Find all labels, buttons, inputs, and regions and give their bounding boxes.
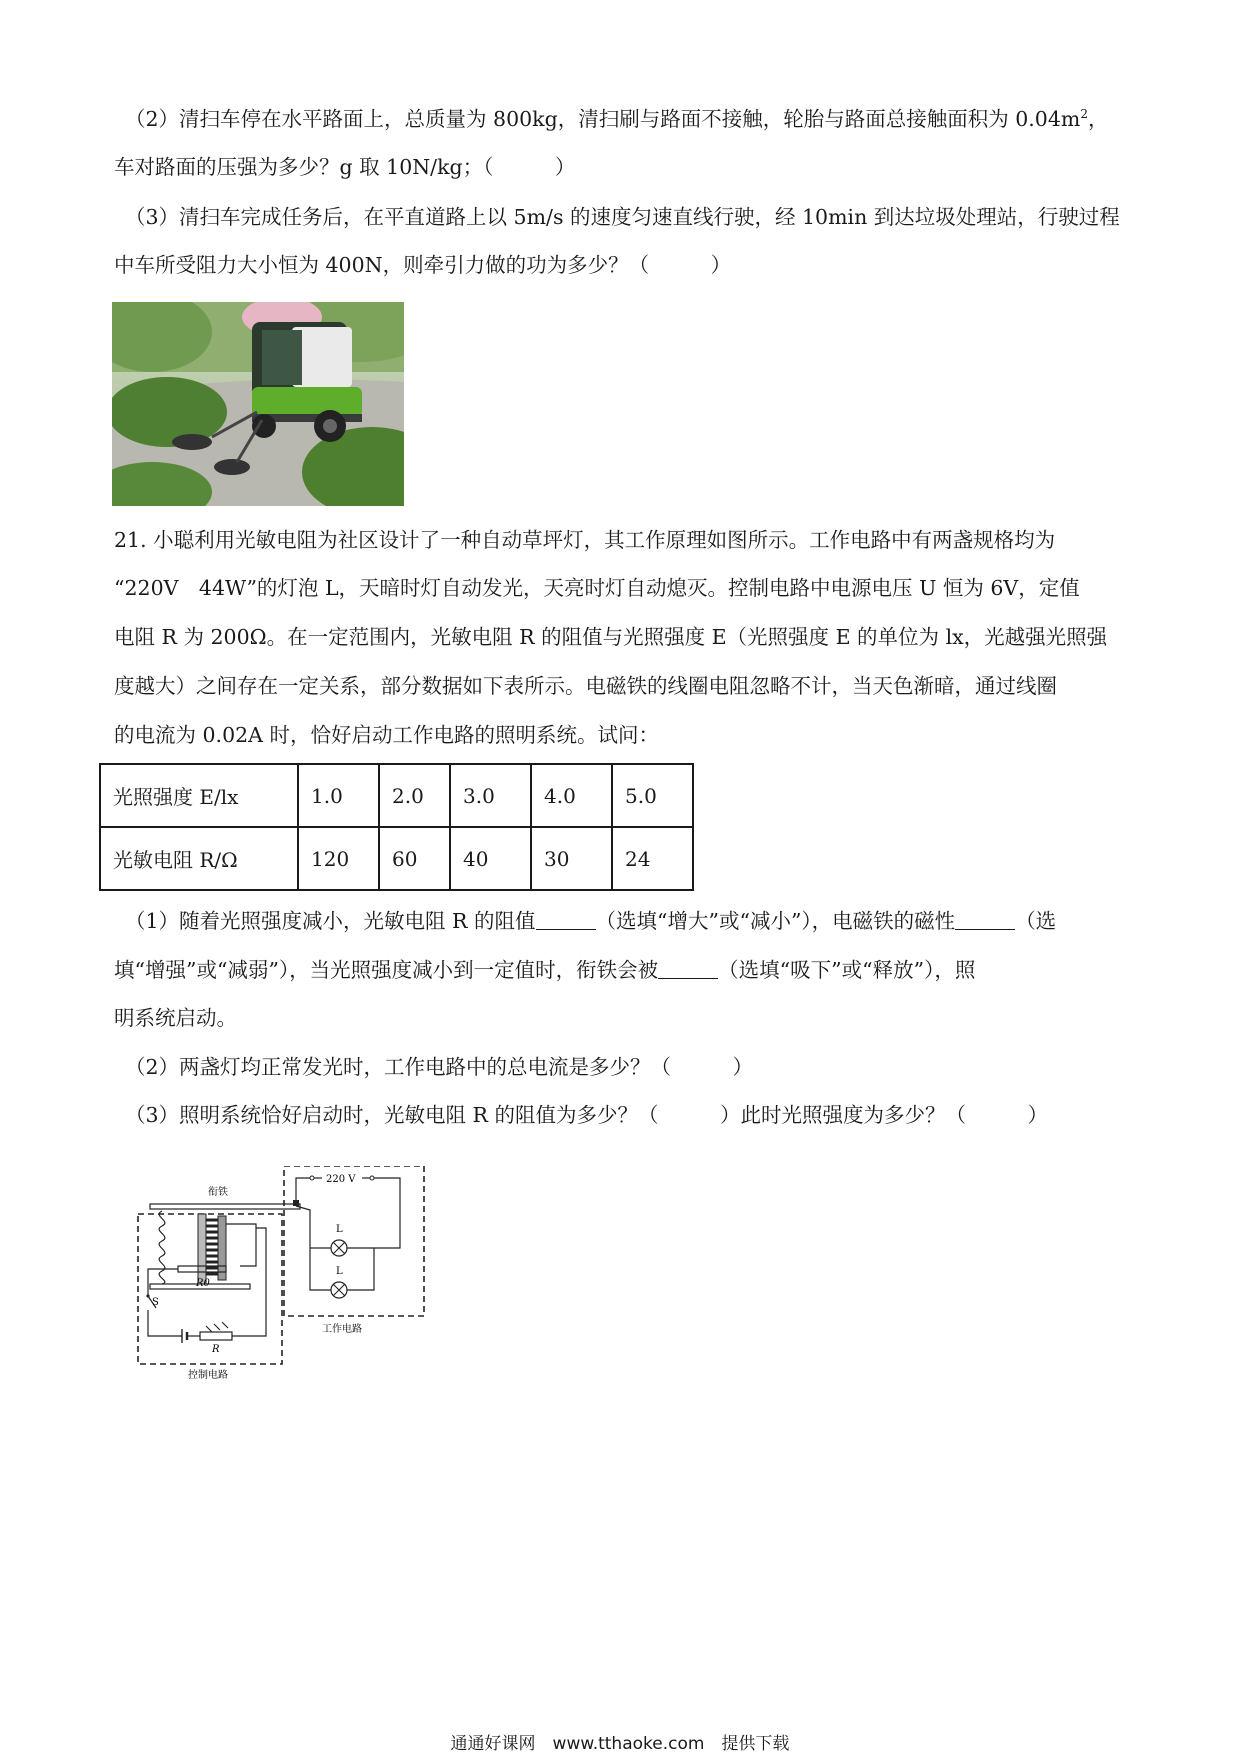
lamp1-label: L [336, 1224, 343, 1235]
table-cell: 1.0 [298, 764, 379, 827]
table-row [100, 764, 693, 827]
r-label: R [212, 1344, 220, 1355]
question-21-line5: 的电流为 0.02A 时，恰好启动工作电路的照明系统。试问： [114, 723, 659, 747]
lamp2-label: L [336, 1266, 343, 1277]
table-cell: 2.0 [379, 764, 450, 827]
question-21-sub2: （2）两盏灯均正常发光时，工作电路中的总电流是多少？（ ） [125, 1055, 754, 1079]
question-21-line1: 21. 小聪利用光敏电阻为社区设计了一种自动草坪灯，其工作原理如图所示。工作电路中有两盏规格均为 [114, 528, 1056, 552]
question-21-sub1-line2: 填“增强”或“减弱”），当光照强度减小到一定值时，衔铁会被 （选填“吸下”或“释放”），照 [114, 958, 976, 982]
question-21-sub1-line1: （1）随着光照强度减小，光敏电阻 R 的阻值 （选填“增大”或“减小”），电磁铁的磁性 （选 [125, 909, 1057, 933]
question-21-line2: “220V 44W”的灯泡 L，天暗时灯自动发光，天亮时灯自动熄灭。控制电路中电源电压 U 恒为 6V，定值 [114, 576, 1080, 600]
table-row [100, 827, 693, 890]
table-cell: 40 [450, 827, 531, 890]
answer-blank[interactable] [955, 909, 1015, 930]
armature [150, 1204, 300, 1209]
control-wire [232, 1228, 266, 1336]
table-cell: 60 [379, 827, 450, 890]
table-cell: 120 [298, 827, 379, 890]
question-21-sub1-line3: 明系统启动。 [114, 1006, 237, 1030]
table-cell: 30 [531, 827, 612, 890]
light-resistance-table [99, 763, 694, 891]
photoresistor [200, 1332, 232, 1340]
electromagnet-core [198, 1214, 206, 1284]
question-21-line3: 电阻 R 为 200Ω。在一定范围内，光敏电阻 R 的阻值与光照强度 E（光照强度 E 的单位为 lx，光越强光照强 [114, 625, 1108, 649]
armature-label: 衔铁 [208, 1187, 228, 1198]
contact-point [293, 1200, 299, 1206]
spring [159, 1211, 165, 1284]
table-cell: 3.0 [450, 764, 531, 827]
switch-label: S [152, 1297, 159, 1308]
work-circuit-label: 工作电路 [322, 1324, 362, 1335]
question-21-sub3: （3）照明系统恰好启动时，光敏电阻 R 的阻值为多少？（ ）此时光照强度为多少？（ ） [125, 1103, 1049, 1127]
table-cell: 5.0 [612, 764, 693, 827]
voltage-label: 220 V [326, 1174, 356, 1185]
control-wire [148, 1310, 182, 1336]
question-21-line4: 度越大）之间存在一定关系，部分数据如下表所示。电磁铁的线圈电阻忽略不计，当天色渐暗，通过线圈 [114, 674, 1057, 698]
street-sweeper-photo [112, 302, 404, 506]
table-cell: 24 [612, 827, 693, 890]
page-footer: 通通好课网 www.tthaoke.com 提供下载 [450, 1734, 790, 1754]
table-cell: 4.0 [531, 764, 612, 827]
question-20-part3-line1: （3）清扫车完成任务后，在平直道路上以 5m/s 的速度匀速直线行驶，经 10min 到达垃圾处理站，行驶过程 [125, 205, 1120, 229]
table-header-cell: 光照强度 E/lx [100, 764, 298, 827]
control-wire [148, 1269, 178, 1296]
electromagnet-core [218, 1216, 226, 1280]
question-20-part2-line2: 车对路面的压强为多少？g 取 10N/kg；（ ） [114, 155, 576, 179]
control-wire [226, 1224, 256, 1266]
r0-label: R0 [196, 1278, 210, 1289]
circuit-diagram [136, 1166, 436, 1382]
table-header-cell: 光敏电阻 R/Ω [100, 827, 298, 890]
work-circuit-box [284, 1166, 424, 1316]
light-arrows [206, 1322, 228, 1332]
question-20-part3-line2: 中车所受阻力大小恒为 400N，则牵引力做的功为多少？（ ） [114, 253, 732, 277]
question-20-part2-line1: （2）清扫车停在水平路面上，总质量为 800kg，清扫刷与路面不接触，轮胎与路面总接触面积为 $0.04m^2$， [125, 107, 1109, 131]
control-circuit-label: 控制电路 [188, 1370, 228, 1381]
answer-blank[interactable] [536, 909, 596, 930]
answer-blank[interactable] [658, 958, 718, 979]
